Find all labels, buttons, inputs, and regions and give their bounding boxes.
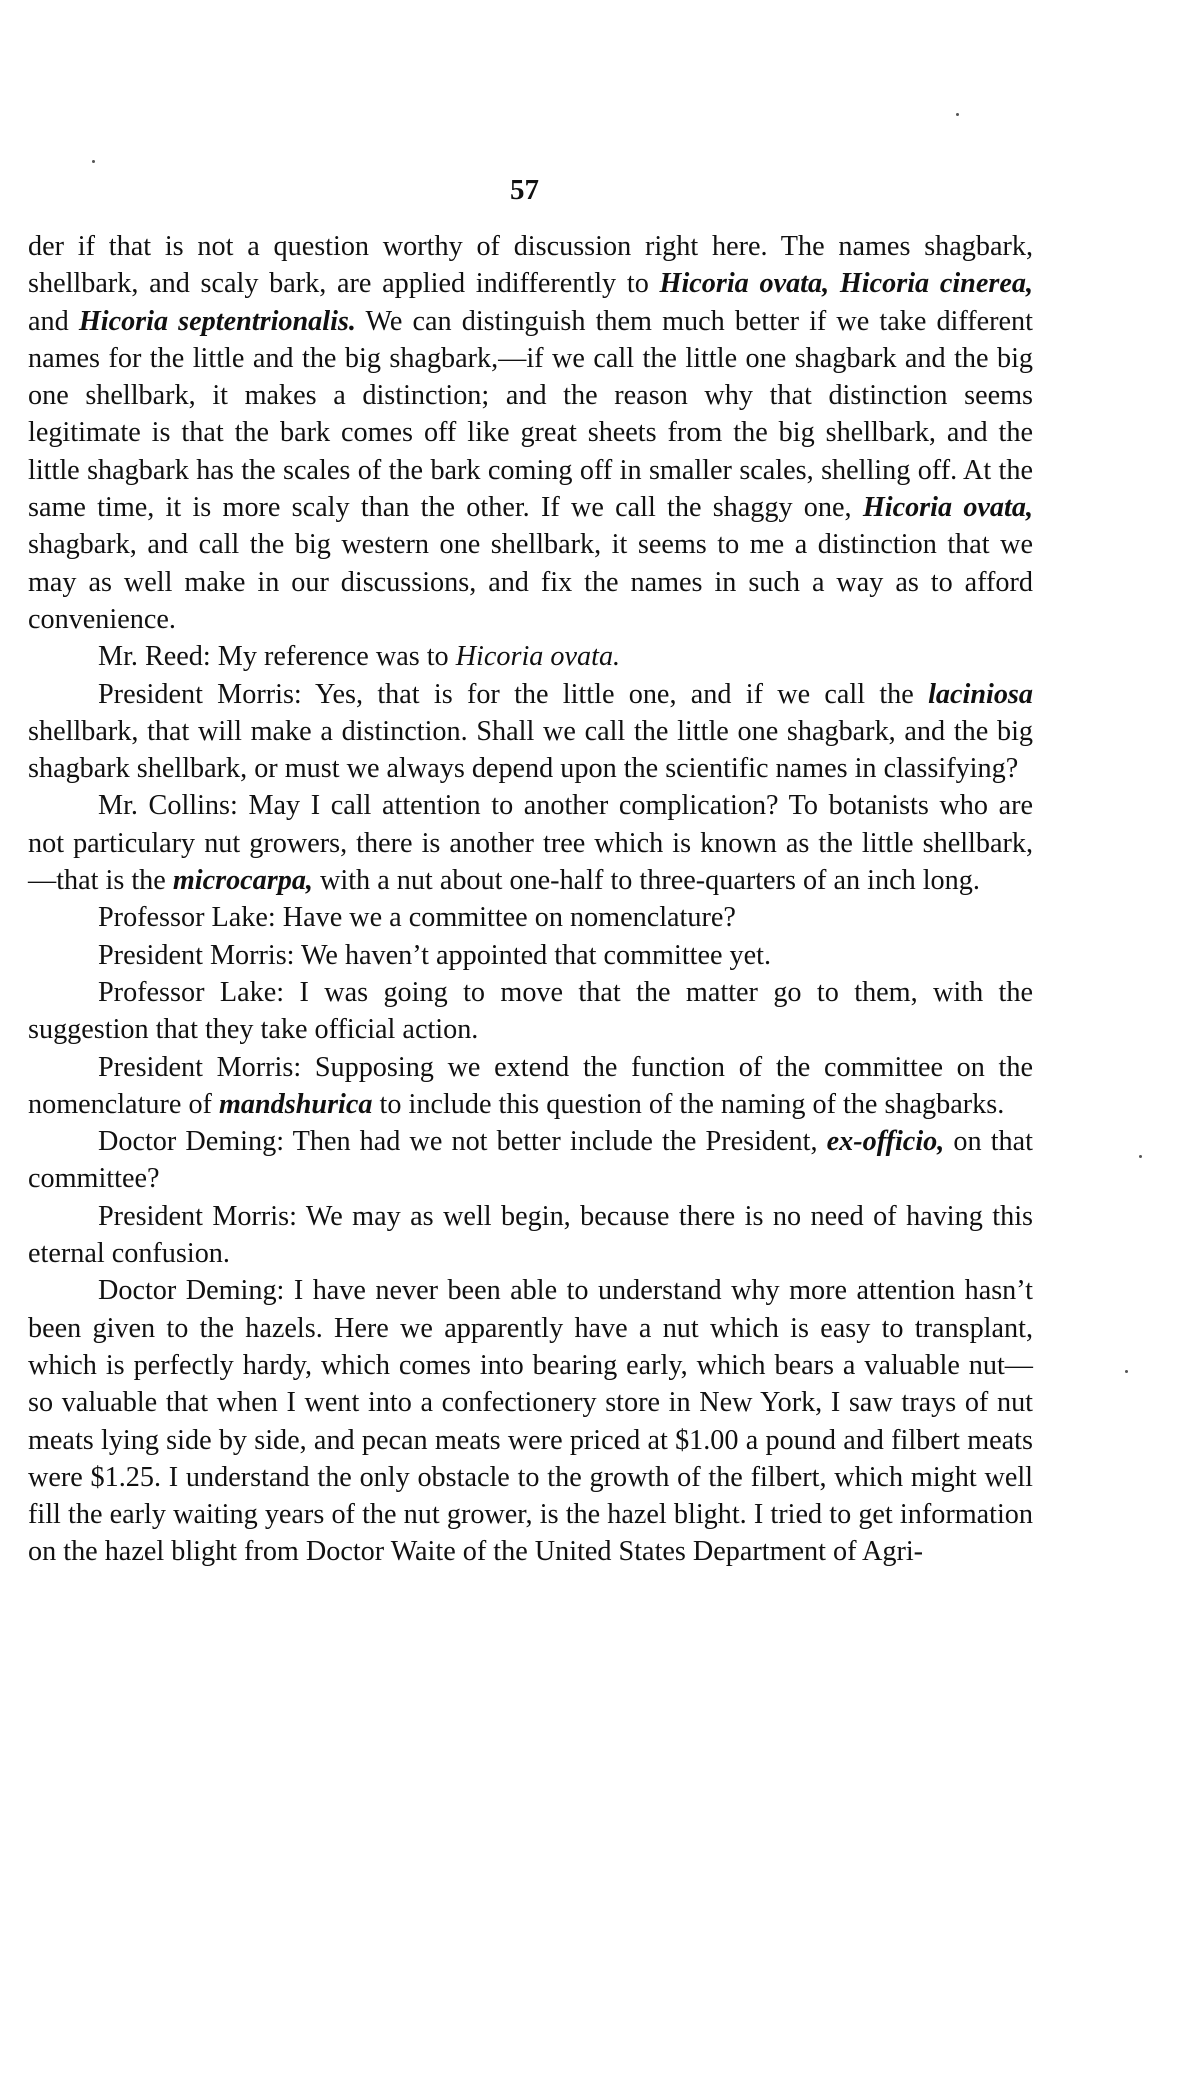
paragraph-text: shagbark, and call the big western one shellbark, it seems to me a distinction that we may as well make in our discussions, and fix the names in such a way as to afford convenience. (28, 529, 1033, 635)
scientific-name: Hicoria ovata. (455, 641, 621, 673)
paragraph-text: der if that is not a question worthy of discussion right here. The names shagbark, shellbark, and scaly bark, are applied indifferently to (28, 231, 1033, 300)
paragraph-text: Doctor Deming: Then had we not better include the President, (98, 1126, 827, 1158)
paragraph (28, 974, 1033, 1049)
scientific-name: Hicoria ovata, Hicoria cinerea, (659, 268, 1033, 300)
paragraph-text: Mr. Collins: May I call attention to another complication? To botanists who are not particulary nut growers, there is another tree which is known as the little shellbark,—that is the (28, 790, 1033, 897)
paragraph (28, 937, 1033, 974)
paragraph-text: to include this question of the naming of the shagbarks. (372, 1088, 1005, 1120)
scan-speck (956, 113, 959, 116)
scientific-name: Hicoria septentrionalis. (78, 305, 356, 337)
paragraph (28, 1272, 1033, 1570)
paragraph-text: with a nut about one-half to three-quarters of an inch long. (312, 865, 980, 897)
paragraph-text: shellbark, that will make a distinction. Shall we call the little one shagbark, and the big shagbark shellbark, or must we always depend upon the scientific names in classifying? (28, 715, 1033, 785)
scientific-name: microcarpa, (172, 865, 313, 897)
page-number: 57 (510, 174, 539, 206)
scientific-name: mandshurica (218, 1088, 373, 1120)
paragraph-text: We can distinguish them much better if we take different names for the little and the big shagbark,—if we call the little one shagbark and the big one shellbark, it makes a distinction; and the reason why that distinction seems legitimate is that the bark comes off like great sheets from the big shellbark, and the little shagbark has the scales of the bark coming off in smaller scales, shelling off. At the same time, it is more scaly than the other. If we call the shaggy one, (28, 305, 1033, 524)
scientific-name: ex-officio, (826, 1126, 945, 1158)
scan-speck (1139, 1155, 1142, 1158)
paragraph-text: Mr. Reed: My reference was to (98, 641, 456, 673)
paragraph (28, 1123, 1033, 1198)
paragraph-text: Doctor Deming: I have never been able to understand why more attention hasn’t been given to the hazels. Here we apparently have a nut which is easy to transplant, which is perfectly hardy, which comes into bearing early, which bears a valuable nut—so valuable that when I went into a confectionery store in New York, I saw trays of nut meats lying side by side, and pecan meats were priced at $1.00 a pound and filbert meats were $1.25. I understand the only obstacle to the growth of the filbert, which might well fill the early waiting years of the nut grower, is the hazel blight. I tried to get information on the hazel blight from Doctor Waite of the United States Department of Agri- (28, 1275, 1033, 1568)
paragraph (28, 1198, 1033, 1273)
paragraph-text: President Morris: We haven’t appointed that committee yet. (98, 939, 772, 971)
paragraph (28, 228, 1033, 638)
paragraph-text: on that committee? (28, 1126, 1033, 1195)
paragraph-text: Professor Lake: I was going to move that the matter go to them, with the suggestion that they take official action. (28, 976, 1033, 1046)
paragraph-text: President Morris: Supposing we extend the function of the committee on the nomenclature of (28, 1051, 1033, 1120)
scientific-name: Hicoria ovata, (862, 492, 1033, 524)
paragraph (28, 1049, 1033, 1124)
paragraph-text: and (28, 305, 79, 337)
paragraph-text: President Morris: We may as well begin, because there is no need of having this eternal confusion. (28, 1200, 1033, 1270)
paragraph (28, 676, 1033, 788)
scan-speck (92, 160, 95, 163)
scan-speck (1125, 1370, 1128, 1373)
body-text (28, 228, 1033, 1571)
paragraph (28, 787, 1033, 899)
paragraph (28, 638, 1033, 675)
paragraph-text: Professor Lake: Have we a committee on nomenclature? (98, 902, 736, 934)
paragraph (28, 899, 1033, 936)
paragraph-text: President Morris: Yes, that is for the little one, and if we call the (98, 678, 929, 710)
scientific-name: laciniosa (928, 678, 1033, 710)
